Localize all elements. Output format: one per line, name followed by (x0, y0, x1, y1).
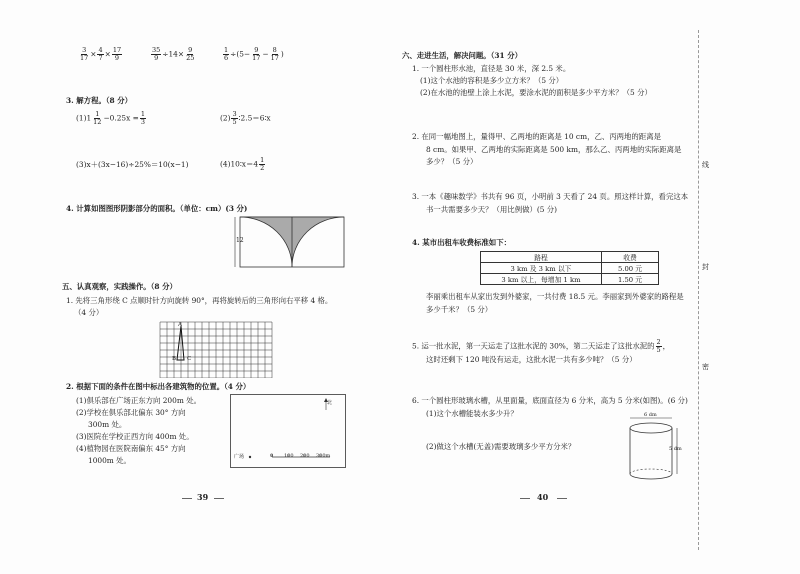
section5-title: 五、认真观察，实践操作。（8 分） (62, 282, 177, 291)
r-q4-title: 4. 某市出租车收费标准如下： (412, 238, 511, 247)
q5-1-points: （4 分） (74, 308, 104, 317)
table-cell: 1.50 元 (602, 274, 659, 285)
page-number-dash-right-r (557, 498, 567, 499)
rotation-grid (156, 320, 276, 378)
grid-label-b: B (172, 356, 177, 362)
map-scale-0: 0 (270, 453, 274, 459)
q5-2-item-4b: 1000m 处。 (88, 456, 131, 465)
equation-1: (1)1 $\frac{1}{12}$ −0.25x = $\frac{1}{3}$ (76, 110, 145, 126)
equation-2: (2) $\frac{3}{5}$ ∶2.5＝6∶x (220, 110, 271, 126)
r-q1-line2: (1)这个水池的容积是多少立方米？（5 分） (420, 76, 564, 85)
cylinder-diameter-label: 6 dm (644, 412, 657, 418)
side-char-2: 封 (702, 263, 709, 271)
r-q4-line2: 多少千米？（5 分） (426, 305, 493, 314)
q5-2-item-1: (1)俱乐部在广场正东方向 200m 处。 (76, 396, 201, 405)
map-scale-100: 100 (284, 453, 294, 459)
map-origin-label: 广场 (234, 454, 245, 460)
q5-2-item-3: (3)医院在学校正西方向 400m 处。 (76, 432, 194, 441)
r-q4-line1: 李丽乘出租车从家出发到外婆家，一共付费 18.5 元。李丽家到外婆家的路程是 (426, 292, 684, 301)
table-cell: 3 km 及 3 km 以下 (481, 263, 602, 274)
page-number-left: 39 (197, 492, 209, 502)
table-cell: 3 km 以上，每增加 1 km (481, 274, 602, 285)
cylinder-height-label: 5 dm (669, 446, 682, 452)
page-number-dash-right (214, 498, 224, 499)
taxi-fee-table (480, 251, 659, 285)
equation-3: (3)x＋(3x−16)÷25%＝10(x−1) (76, 160, 189, 169)
r-q2-line3: 多少？（5 分） (426, 157, 478, 166)
q5-2-title: 2. 根据下面的条件在图中标出各建筑物的位置。（4 分） (66, 382, 251, 391)
r-q2-line1: 2. 在同一幅地图上，量得甲、乙两地的距离是 10 cm，乙、丙两地的距离是 (412, 132, 661, 141)
r-q1-line3: (2)在水池的池壁上涂上水泥，要涂水泥的面积是多少平方米？（5 分） (420, 88, 652, 97)
table-header-fee: 收费 (602, 252, 659, 263)
q5-1-text: 1. 先将三角形绕 C 点顺时针方向旋转 90°，再将旋转后的三角形向右平移 4 格。 (66, 296, 333, 305)
side-char-1: 线 (702, 161, 709, 169)
equation-4: (4)10∶x＝4 $\frac{1}{2}$ (220, 156, 265, 172)
page-number-dash-left-r (520, 498, 530, 499)
page-number-right: 40 (537, 492, 549, 502)
q4-title: 4. 计算如图图形阴影部分的面积。（单位：cm）(3 分) (66, 204, 248, 213)
q5-2-item-4: (4)植物园在医院南偏东 45° 方向 (76, 444, 186, 453)
r-q6-line2: (1)这个水槽能装水多少升？ (426, 409, 518, 418)
grid-label-a: A (178, 322, 182, 328)
r-q5-line1: 5. 运一批水泥，第一天运走了这批水泥的 30%，第二天运走了这批水泥的 $\frac{2}{5}$ ， (412, 338, 671, 354)
map-north-label: 北 (327, 400, 333, 406)
grid-label-c: C (187, 356, 192, 362)
shaded-area-figure (232, 213, 352, 269)
section6-title: 六、走进生活，解决问题。（31 分） (402, 51, 523, 60)
map-scale-200: 200 (300, 453, 310, 459)
r-q5-line2: 这时还剩下 120 吨没有运走，这批水泥一共有多少吨？（5 分） (426, 355, 637, 364)
r-q2-line2: 8 cm。如果甲、乙两地的实际距离是 500 km，那么乙、丙两地的实际距离是 (426, 145, 682, 154)
r-q1-line1: 1. 一个圆柱形水池，直径是 30 米，深 2.5 米。 (412, 64, 571, 73)
r-q6-line1: 6. 一个圆柱形玻璃水槽，从里面量，底面直径为 6 分米，高为 5 分米(如图)。(6 分) (412, 396, 688, 405)
calc-expression-3: $\frac{1}{6}$ ÷(5− $\frac{9}{17}$ − $\frac{8}{17}$ ) (224, 46, 284, 62)
q5-2-item-2: (2)学校在俱乐部北偏东 30° 方向 (76, 408, 186, 417)
table-cell: 5.00 元 (602, 263, 659, 274)
figure-dimension-label: 12 (236, 237, 244, 244)
side-char-3: 密 (702, 363, 709, 371)
q3-title: 3. 解方程。（8 分） (66, 96, 133, 105)
table-row (481, 274, 659, 285)
calc-expression-1: $\frac{3}{17}$ × $\frac{4}{7}$ × $\frac{17}{9}$ (80, 46, 122, 62)
r-q6-line3: (2)做这个水槽(无盖)需要玻璃多少平方分米？ (426, 442, 576, 451)
table-row (481, 263, 659, 274)
r-q3-line2: 书一共需要多少天？（用比例做）(5 分) (426, 205, 558, 214)
table-header-distance: 路程 (481, 252, 602, 263)
binding-fold-line (698, 30, 699, 550)
calc-expression-2: $\frac{35}{9}$ ÷14× $\frac{9}{25}$ (152, 46, 195, 62)
r-q3-line1: 3. 一本《趣味数学》书共有 96 页，小明前 3 天看了 24 页。照这样计算，看完这本 (412, 192, 689, 201)
page-number-dash-left (182, 498, 192, 499)
q5-2-item-2b: 300m 处。 (88, 420, 127, 429)
map-scale-300: 300m (316, 453, 331, 459)
table-row (481, 252, 659, 263)
